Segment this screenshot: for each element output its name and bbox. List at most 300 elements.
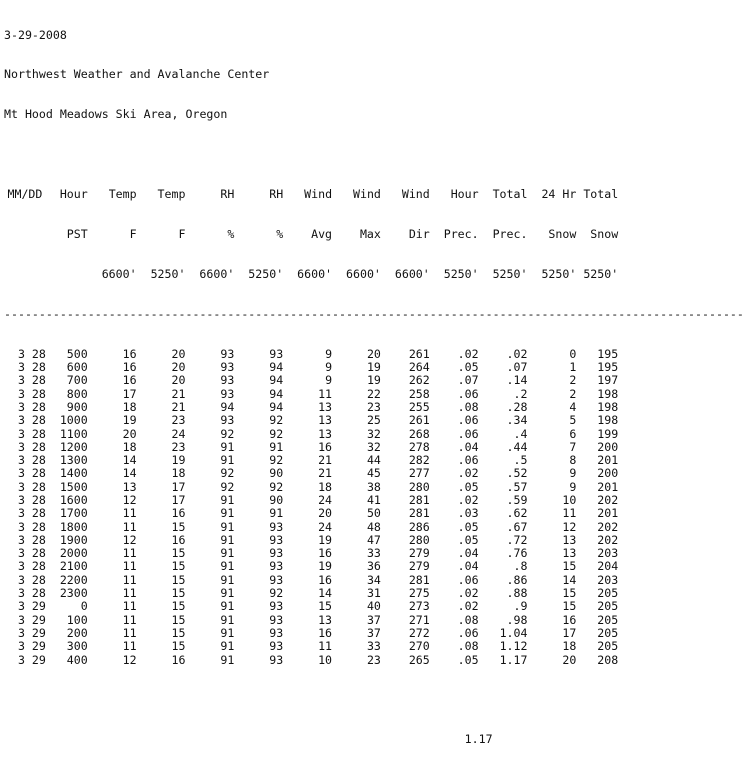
table-row <box>4 494 744 507</box>
table-row <box>4 467 744 480</box>
table-row <box>4 361 744 374</box>
cell-temp-6600: 11 <box>122 599 137 614</box>
cell-wind-max: 19 <box>366 360 381 375</box>
cell-wind-max: 41 <box>366 492 381 507</box>
cell-rh-5250: 92 <box>269 413 284 428</box>
cell-wind-dir: 261 <box>408 346 430 361</box>
cell-rh-6600: 92 <box>220 426 235 441</box>
cell-snow-24hr: 2 <box>569 386 577 401</box>
cell-wind-max: 23 <box>366 652 381 667</box>
cell-hour: 1500 <box>59 479 88 494</box>
cell-rh-6600: 91 <box>220 599 235 614</box>
cell-hour-prec: .05 <box>457 519 479 534</box>
cell-snow-24hr: 2 <box>569 373 577 388</box>
cell-month: 3 <box>17 652 25 667</box>
column-header: MM/DD <box>7 187 43 202</box>
cell-month: 3 <box>17 386 25 401</box>
column-header: 24 Hr <box>541 187 577 202</box>
cell-snow-24hr: 15 <box>562 599 577 614</box>
column-header: Temp <box>108 187 137 202</box>
cell-hour-prec: .08 <box>457 639 479 654</box>
table-row <box>4 348 744 361</box>
column-header: Prec. <box>492 227 528 242</box>
cell-wind-max: 33 <box>366 546 381 561</box>
cell-hour: 300 <box>66 639 88 654</box>
cell-day: 28 <box>31 439 46 454</box>
cell-hour: 2000 <box>59 546 88 561</box>
cell-wind-max: 47 <box>366 532 381 547</box>
cell-temp-6600: 12 <box>122 532 137 547</box>
cell-temp-5250: 17 <box>171 479 186 494</box>
cell-temp-6600: 12 <box>122 652 137 667</box>
footer-total: 1.17 <box>464 732 493 747</box>
cell-day: 28 <box>31 373 46 388</box>
cell-wind-dir: 281 <box>408 506 430 521</box>
cell-month: 3 <box>17 532 25 547</box>
cell-wind-avg: 14 <box>318 586 333 601</box>
cell-snow-24hr: 18 <box>562 639 577 654</box>
table-row <box>4 428 744 441</box>
cell-snow-24hr: 9 <box>569 479 577 494</box>
column-header: Hour <box>59 187 88 202</box>
table-row <box>4 388 744 401</box>
cell-wind-avg: 10 <box>318 652 333 667</box>
column-header: 5250' <box>583 266 619 281</box>
cell-wind-dir: 286 <box>408 519 430 534</box>
table-row <box>4 587 744 600</box>
cell-total-prec: .02 <box>506 346 528 361</box>
cell-hour: 2100 <box>59 559 88 574</box>
cell-hour-prec: .02 <box>457 586 479 601</box>
cell-wind-max: 25 <box>366 413 381 428</box>
cell-month: 3 <box>17 479 25 494</box>
cell-rh-6600: 93 <box>220 373 235 388</box>
cell-wind-avg: 20 <box>318 506 333 521</box>
cell-rh-5250: 93 <box>269 546 284 561</box>
cell-wind-max: 37 <box>366 612 381 627</box>
cell-hour: 500 <box>66 346 88 361</box>
cell-wind-avg: 21 <box>318 453 333 468</box>
cell-snow-24hr: 14 <box>562 572 577 587</box>
cell-total-snow: 202 <box>597 532 619 547</box>
cell-wind-max: 36 <box>366 559 381 574</box>
cell-hour: 2300 <box>59 586 88 601</box>
cell-day: 29 <box>31 652 46 667</box>
header-row-3 <box>4 268 744 281</box>
cell-total-snow: 202 <box>597 492 619 507</box>
cell-wind-dir: 280 <box>408 532 430 547</box>
cell-rh-6600: 93 <box>220 413 235 428</box>
cell-hour: 1900 <box>59 532 88 547</box>
cell-temp-5250: 15 <box>171 586 186 601</box>
cell-total-snow: 195 <box>597 360 619 375</box>
column-header: PST <box>66 227 88 242</box>
cell-wind-max: 32 <box>366 426 381 441</box>
cell-hour-prec: .05 <box>457 479 479 494</box>
cell-temp-6600: 18 <box>122 399 137 414</box>
cell-wind-dir: 275 <box>408 586 430 601</box>
cell-snow-24hr: 13 <box>562 546 577 561</box>
cell-temp-5250: 15 <box>171 625 186 640</box>
cell-total-prec: .2 <box>513 386 528 401</box>
cell-total-snow: 204 <box>597 559 619 574</box>
cell-day: 28 <box>31 492 46 507</box>
cell-hour: 800 <box>66 386 88 401</box>
cell-wind-avg: 19 <box>318 532 333 547</box>
table-row <box>4 481 744 494</box>
cell-snow-24hr: 20 <box>562 652 577 667</box>
table-row <box>4 600 744 613</box>
table-row <box>4 534 744 547</box>
cell-hour-prec: .06 <box>457 413 479 428</box>
cell-snow-24hr: 8 <box>569 453 577 468</box>
cell-rh-5250: 93 <box>269 612 284 627</box>
cell-hour-prec: .08 <box>457 399 479 414</box>
cell-wind-dir: 277 <box>408 466 430 481</box>
cell-rh-5250: 94 <box>269 399 284 414</box>
cell-total-prec: .62 <box>506 506 528 521</box>
column-header: Wind <box>401 187 430 202</box>
cell-temp-5250: 15 <box>171 639 186 654</box>
cell-wind-max: 44 <box>366 453 381 468</box>
table-row <box>4 640 744 653</box>
cell-rh-6600: 91 <box>220 652 235 667</box>
cell-rh-6600: 91 <box>220 625 235 640</box>
cell-wind-dir: 278 <box>408 439 430 454</box>
cell-total-snow: 201 <box>597 506 619 521</box>
cell-temp-5250: 20 <box>171 360 186 375</box>
cell-temp-5250: 15 <box>171 559 186 574</box>
cell-day: 28 <box>31 559 46 574</box>
column-header: Wind <box>304 187 333 202</box>
cell-total-snow: 198 <box>597 399 619 414</box>
column-header: Dir <box>408 227 430 242</box>
cell-wind-max: 37 <box>366 625 381 640</box>
cell-hour: 0 <box>80 599 88 614</box>
table-row <box>4 374 744 387</box>
cell-temp-5250: 15 <box>171 572 186 587</box>
cell-wind-dir: 258 <box>408 386 430 401</box>
cell-total-prec: .07 <box>506 360 528 375</box>
cell-wind-dir: 265 <box>408 652 430 667</box>
cell-wind-max: 22 <box>366 386 381 401</box>
cell-wind-avg: 9 <box>325 360 333 375</box>
cell-wind-avg: 24 <box>318 519 333 534</box>
cell-day: 28 <box>31 546 46 561</box>
cell-total-prec: .88 <box>506 586 528 601</box>
column-header: Total <box>583 187 619 202</box>
cell-day: 28 <box>31 466 46 481</box>
cell-wind-avg: 13 <box>318 399 333 414</box>
cell-temp-6600: 16 <box>122 373 137 388</box>
cell-wind-avg: 13 <box>318 413 333 428</box>
cell-month: 3 <box>17 586 25 601</box>
cell-wind-dir: 281 <box>408 572 430 587</box>
column-header: Max <box>359 227 381 242</box>
cell-total-snow: 199 <box>597 426 619 441</box>
cell-hour-prec: .03 <box>457 506 479 521</box>
cell-wind-max: 34 <box>366 572 381 587</box>
cell-temp-5250: 15 <box>171 546 186 561</box>
cell-wind-avg: 21 <box>318 466 333 481</box>
cell-total-snow: 205 <box>597 599 619 614</box>
cell-total-prec: .67 <box>506 519 528 534</box>
cell-snow-24hr: 13 <box>562 532 577 547</box>
cell-hour: 1100 <box>59 426 88 441</box>
cell-temp-6600: 11 <box>122 625 137 640</box>
weather-report <box>4 2 744 760</box>
cell-month: 3 <box>17 453 25 468</box>
report-site: Mt Hood Meadows Ski Area, Oregon <box>4 107 228 122</box>
cell-hour-prec: .06 <box>457 426 479 441</box>
cell-total-prec: .5 <box>513 453 528 468</box>
cell-day: 29 <box>31 639 46 654</box>
cell-hour-prec: .02 <box>457 466 479 481</box>
cell-rh-6600: 91 <box>220 586 235 601</box>
cell-rh-6600: 91 <box>220 519 235 534</box>
cell-month: 3 <box>17 599 25 614</box>
cell-wind-max: 20 <box>366 346 381 361</box>
column-header: 5250' <box>248 266 284 281</box>
cell-snow-24hr: 10 <box>562 492 577 507</box>
cell-snow-24hr: 15 <box>562 586 577 601</box>
cell-wind-max: 48 <box>366 519 381 534</box>
cell-hour: 700 <box>66 373 88 388</box>
footer-total-line <box>4 733 744 746</box>
header-row-2 <box>4 228 744 241</box>
cell-hour: 1700 <box>59 506 88 521</box>
cell-total-prec: .8 <box>513 559 528 574</box>
cell-wind-avg: 13 <box>318 426 333 441</box>
table-row <box>4 414 744 427</box>
cell-wind-avg: 15 <box>318 599 333 614</box>
table-row <box>4 521 744 534</box>
cell-month: 3 <box>17 439 25 454</box>
table-row <box>4 614 744 627</box>
cell-snow-24hr: 17 <box>562 625 577 640</box>
cell-temp-5250: 21 <box>171 399 186 414</box>
cell-hour-prec: .07 <box>457 373 479 388</box>
cell-rh-5250: 92 <box>269 426 284 441</box>
cell-rh-6600: 91 <box>220 439 235 454</box>
cell-temp-6600: 11 <box>122 546 137 561</box>
cell-wind-max: 50 <box>366 506 381 521</box>
cell-rh-5250: 94 <box>269 373 284 388</box>
cell-day: 28 <box>31 413 46 428</box>
cell-month: 3 <box>17 519 25 534</box>
cell-total-snow: 205 <box>597 612 619 627</box>
cell-wind-avg: 19 <box>318 559 333 574</box>
cell-total-prec: .98 <box>506 612 528 627</box>
cell-month: 3 <box>17 413 25 428</box>
cell-rh-5250: 94 <box>269 386 284 401</box>
cell-temp-6600: 12 <box>122 492 137 507</box>
cell-wind-dir: 261 <box>408 413 430 428</box>
cell-temp-5250: 17 <box>171 492 186 507</box>
cell-total-prec: .72 <box>506 532 528 547</box>
cell-total-snow: 197 <box>597 373 619 388</box>
cell-rh-5250: 93 <box>269 519 284 534</box>
cell-month: 3 <box>17 639 25 654</box>
cell-wind-avg: 16 <box>318 546 333 561</box>
report-date: 3-29-2008 <box>4 27 67 42</box>
cell-wind-dir: 279 <box>408 559 430 574</box>
cell-wind-dir: 273 <box>408 599 430 614</box>
cell-rh-5250: 92 <box>269 453 284 468</box>
cell-month: 3 <box>17 399 25 414</box>
cell-day: 28 <box>31 360 46 375</box>
cell-wind-avg: 9 <box>325 346 333 361</box>
cell-wind-dir: 279 <box>408 546 430 561</box>
cell-temp-5250: 23 <box>171 439 186 454</box>
cell-temp-5250: 16 <box>171 532 186 547</box>
cell-rh-6600: 91 <box>220 453 235 468</box>
cell-temp-5250: 18 <box>171 466 186 481</box>
cell-wind-avg: 16 <box>318 572 333 587</box>
cell-rh-5250: 92 <box>269 479 284 494</box>
cell-total-snow: 200 <box>597 439 619 454</box>
cell-rh-5250: 93 <box>269 559 284 574</box>
cell-hour-prec: .02 <box>457 599 479 614</box>
cell-snow-24hr: 7 <box>569 439 577 454</box>
cell-wind-avg: 18 <box>318 479 333 494</box>
cell-snow-24hr: 9 <box>569 466 577 481</box>
cell-wind-dir: 282 <box>408 453 430 468</box>
cell-total-prec: .52 <box>506 466 528 481</box>
cell-wind-max: 32 <box>366 439 381 454</box>
cell-wind-max: 19 <box>366 373 381 388</box>
cell-total-snow: 201 <box>597 479 619 494</box>
cell-snow-24hr: 12 <box>562 519 577 534</box>
cell-day: 29 <box>31 612 46 627</box>
cell-month: 3 <box>17 572 25 587</box>
report-organization: Northwest Weather and Avalanche Center <box>4 67 270 82</box>
cell-total-prec: 1.17 <box>499 652 528 667</box>
cell-day: 28 <box>31 386 46 401</box>
cell-total-prec: .59 <box>506 492 528 507</box>
cell-snow-24hr: 15 <box>562 559 577 574</box>
cell-hour: 200 <box>66 625 88 640</box>
cell-wind-max: 38 <box>366 479 381 494</box>
column-header: Avg <box>311 227 333 242</box>
cell-wind-dir: 268 <box>408 426 430 441</box>
cell-temp-5250: 16 <box>171 652 186 667</box>
cell-month: 3 <box>17 546 25 561</box>
cell-temp-5250: 19 <box>171 453 186 468</box>
column-header: F <box>178 227 186 242</box>
column-header: 6600' <box>297 266 333 281</box>
cell-hour: 1000 <box>59 413 88 428</box>
cell-hour: 2200 <box>59 572 88 587</box>
column-header: RH <box>220 187 235 202</box>
table-row <box>4 401 744 414</box>
cell-wind-dir: 255 <box>408 399 430 414</box>
blank-line <box>4 693 744 706</box>
cell-snow-24hr: 5 <box>569 413 577 428</box>
cell-temp-6600: 11 <box>122 572 137 587</box>
cell-temp-6600: 11 <box>122 612 137 627</box>
cell-month: 3 <box>17 346 25 361</box>
cell-day: 28 <box>31 426 46 441</box>
cell-hour: 1400 <box>59 466 88 481</box>
cell-rh-5250: 93 <box>269 572 284 587</box>
cell-total-snow: 203 <box>597 572 619 587</box>
cell-wind-dir: 281 <box>408 492 430 507</box>
cell-temp-5250: 15 <box>171 612 186 627</box>
column-header: % <box>227 227 235 242</box>
cell-rh-5250: 93 <box>269 625 284 640</box>
cell-month: 3 <box>17 612 25 627</box>
cell-temp-6600: 11 <box>122 586 137 601</box>
cell-wind-avg: 11 <box>318 639 333 654</box>
cell-month: 3 <box>17 426 25 441</box>
cell-hour: 1200 <box>59 439 88 454</box>
column-header: 6600' <box>394 266 430 281</box>
cell-wind-avg: 13 <box>318 612 333 627</box>
cell-wind-dir: 270 <box>408 639 430 654</box>
column-header: Wind <box>352 187 381 202</box>
cell-temp-5250: 20 <box>171 346 186 361</box>
cell-temp-6600: 14 <box>122 466 137 481</box>
cell-rh-5250: 93 <box>269 639 284 654</box>
cell-total-prec: .44 <box>506 439 528 454</box>
cell-total-prec: .57 <box>506 479 528 494</box>
cell-total-snow: 205 <box>597 639 619 654</box>
column-header: 5250' <box>443 266 479 281</box>
cell-day: 28 <box>31 532 46 547</box>
cell-temp-5250: 24 <box>171 426 186 441</box>
table-row <box>4 507 744 520</box>
cell-rh-5250: 92 <box>269 586 284 601</box>
cell-total-prec: .34 <box>506 413 528 428</box>
cell-hour-prec: .02 <box>457 346 479 361</box>
cell-rh-6600: 92 <box>220 466 235 481</box>
column-header: Snow <box>548 227 577 242</box>
table-row <box>4 627 744 640</box>
column-header: 6600' <box>199 266 235 281</box>
cell-wind-dir: 271 <box>408 612 430 627</box>
cell-temp-6600: 20 <box>122 426 137 441</box>
column-header: Total <box>492 187 528 202</box>
table-row <box>4 574 744 587</box>
cell-rh-6600: 92 <box>220 479 235 494</box>
cell-hour: 1800 <box>59 519 88 534</box>
cell-total-snow: 200 <box>597 466 619 481</box>
cell-day: 28 <box>31 399 46 414</box>
cell-day: 29 <box>31 599 46 614</box>
cell-day: 28 <box>31 506 46 521</box>
cell-hour-prec: .06 <box>457 386 479 401</box>
cell-snow-24hr: 0 <box>569 346 577 361</box>
cell-wind-max: 40 <box>366 599 381 614</box>
cell-snow-24hr: 11 <box>562 506 577 521</box>
cell-snow-24hr: 6 <box>569 426 577 441</box>
table-row <box>4 654 744 667</box>
cell-total-prec: .86 <box>506 572 528 587</box>
cell-rh-5250: 90 <box>269 492 284 507</box>
cell-snow-24hr: 16 <box>562 612 577 627</box>
column-header: 5250' <box>541 266 577 281</box>
cell-hour: 600 <box>66 360 88 375</box>
column-header: 5250' <box>492 266 528 281</box>
cell-rh-6600: 91 <box>220 532 235 547</box>
column-header: 6600' <box>346 266 381 281</box>
cell-rh-5250: 91 <box>269 506 284 521</box>
cell-wind-dir: 280 <box>408 479 430 494</box>
cell-wind-dir: 264 <box>408 360 430 375</box>
cell-total-snow: 208 <box>597 652 619 667</box>
cell-temp-6600: 11 <box>122 639 137 654</box>
